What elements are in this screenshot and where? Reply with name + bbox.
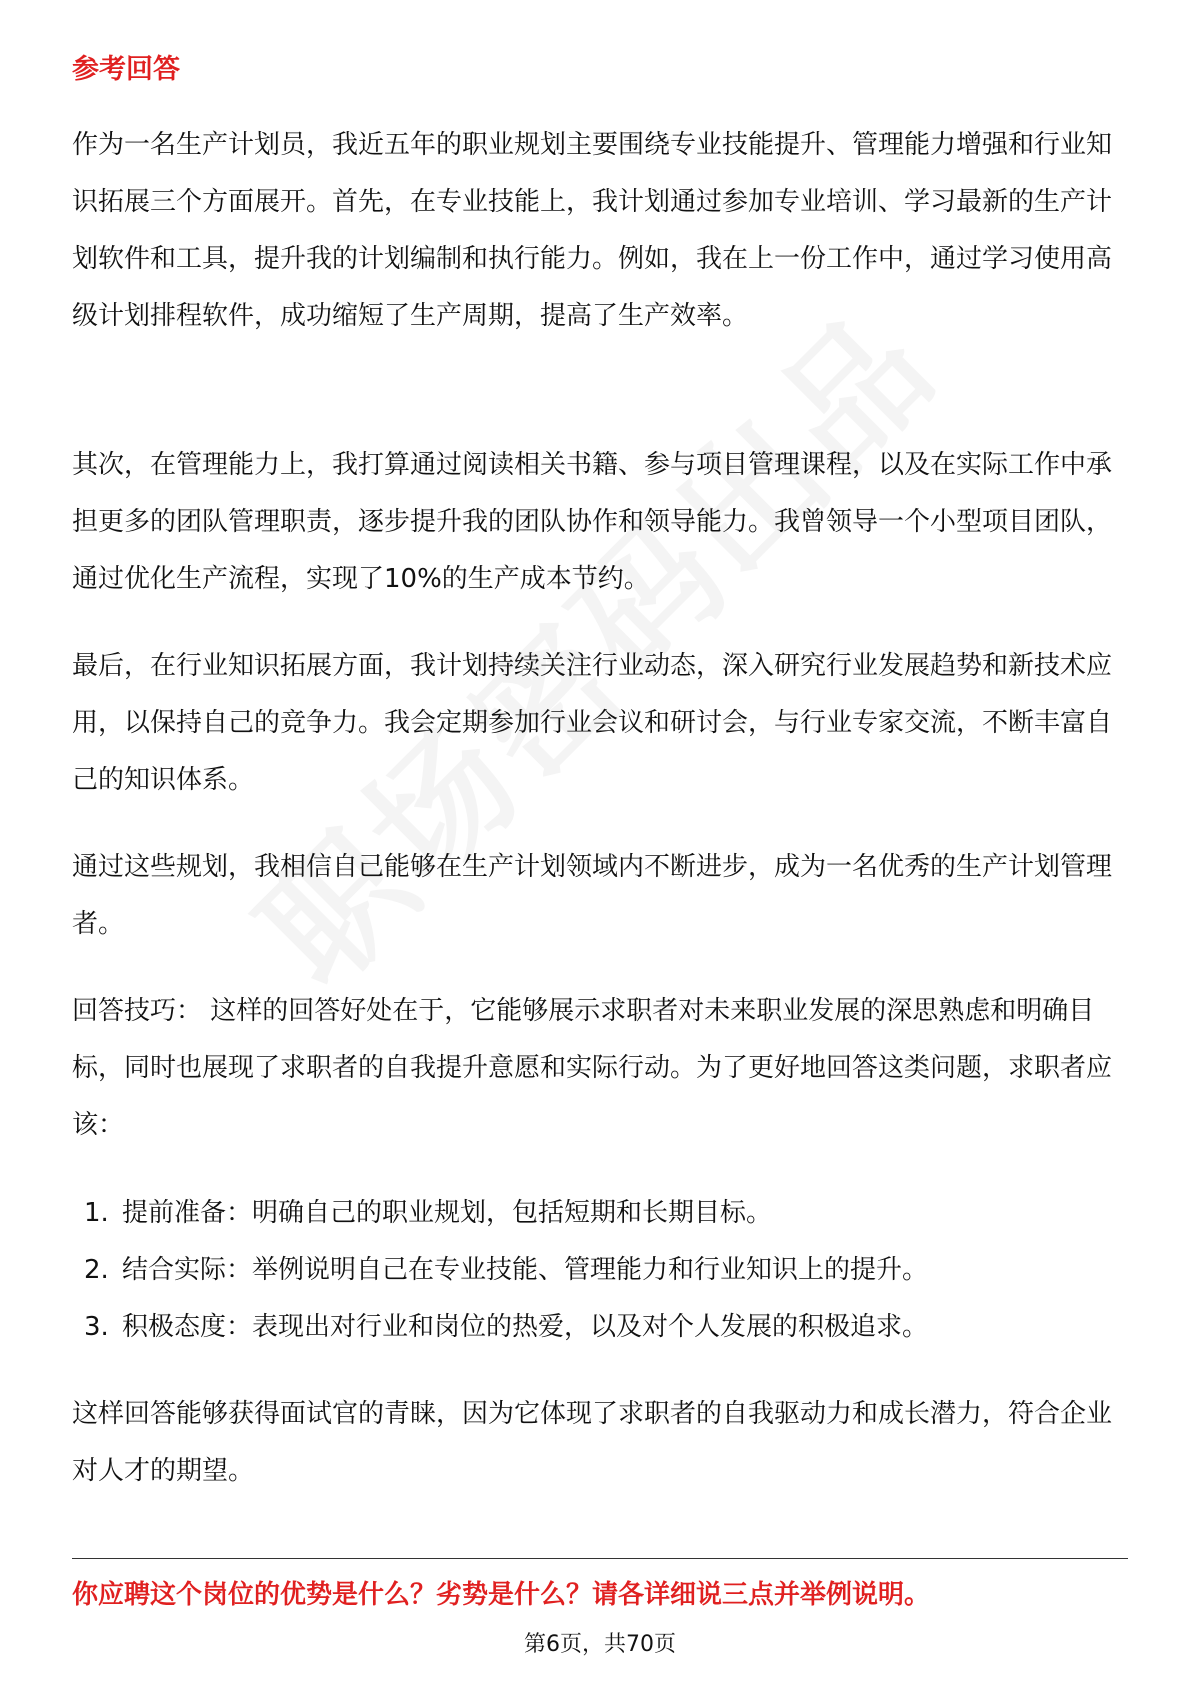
document-page: [72, 0, 1128, 1684]
list-item-number: 3.: [84, 1312, 109, 1342]
answer-paragraph-1: 作为一名生产计划员，我近五年的职业规划主要围绕专业技能提升、管理能力增强和行业知识拓展三个方面展开。首先，在专业技能上，我计划通过参加专业培训、学习最新的生产计划软件和工具，提升我的计划编制和执行能力。例如，我在上一份工作中，通过学习使用高级计划排程软件，成功缩短了生产周期，提高了生产效率。: [72, 130, 1113, 331]
list-item: [84, 1299, 1124, 1356]
answer-paragraph-3: 最后，在行业知识拓展方面，我计划持续关注行业动态，深入研究行业发展趋势和新技术应用，以保持自己的竞争力。我会定期参加行业会议和研讨会，与行业专家交流，不断丰富自己的知识体系。: [72, 651, 1113, 795]
list-item-text: 结合实际：举例说明自己在专业技能、管理能力和行业知识上的提升。: [122, 1255, 929, 1285]
list-item: [84, 1185, 1124, 1242]
next-question-heading: 你应聘这个岗位的优势是什么？劣势是什么？请各详细说三点并举例说明。: [72, 1580, 931, 1610]
list-item: [84, 1242, 1124, 1299]
list-item-text: 积极态度：表现出对行业和岗位的热爱，以及对个人发展的积极追求。: [122, 1312, 929, 1342]
list-item-text: 提前准备：明确自己的职业规划，包括短期和长期目标。: [122, 1198, 773, 1228]
answer-conclusion: 这样回答能够获得面试官的青睐，因为它体现了求职者的自我驱动力和成长潜力，符合企业对人才的期望。: [72, 1399, 1113, 1486]
list-item-number: 1.: [84, 1198, 109, 1228]
tips-list: [84, 1185, 1124, 1356]
section-heading: 参考回答: [72, 54, 180, 85]
answer-paragraph-2: 其次，在管理能力上，我打算通过阅读相关书籍、参与项目管理课程，以及在实际工作中承担更多的团队管理职责，逐步提升我的团队协作和领导能力。我曾领导一个小型项目团队，通过优化生产流程，实现了10%的生产成本节约。: [72, 450, 1113, 594]
list-item-number: 2.: [84, 1255, 109, 1285]
answer-paragraph-4: 通过这些规划，我相信自己能够在生产计划领域内不断进步，成为一名优秀的生产计划管理者。: [72, 852, 1113, 939]
divider: [72, 1558, 1128, 1559]
answer-tips-intro: 回答技巧： 这样的回答好处在于，它能够展示求职者对未来职业发展的深思熟虑和明确目标，同时也展现了求职者的自我提升意愿和实际行动。为了更好地回答这类问题，求职者应该：: [72, 996, 1113, 1140]
page-number: 第6页，共70页: [524, 1632, 676, 1657]
